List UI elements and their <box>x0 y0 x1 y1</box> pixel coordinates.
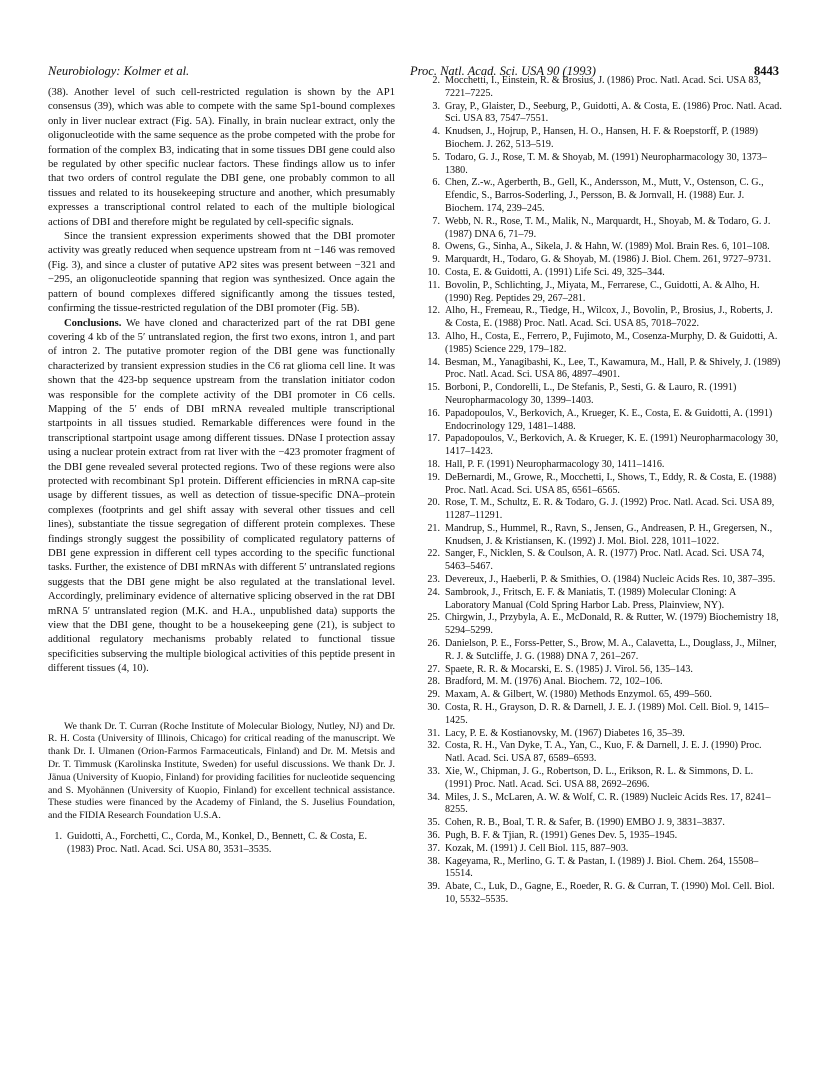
reference-item <box>426 331 782 357</box>
reference-text: Lacy, P. E. & Kostianovsky, M. (1967) Diabetes 16, 35–39. <box>445 727 685 739</box>
reference-number: 26. <box>427 638 440 650</box>
reference-number: 12. <box>427 305 440 317</box>
reference-item <box>426 612 782 638</box>
reference-number: 10. <box>427 266 440 278</box>
reference-number: 2. <box>432 75 440 86</box>
reference-number: 5. <box>432 151 440 163</box>
reference-text: Costa, E. & Guidotti, A. (1991) Life Sci. 49, 325–344. <box>445 266 665 278</box>
reference-text: Chen, Z.-w., Agerberth, B., Gell, K., Andersson, M., Mutt, V., Ostenson, C. G., Efendic, S., Barros-Soderling, J., Persson, B. & Jornvall, H. (1988) Eur. J. Biochem. 174, 239–245. <box>445 177 764 214</box>
reference-number: 11. <box>427 279 440 291</box>
reference-item <box>426 267 782 280</box>
header-journal-citation: Proc. Natl. Acad. Sci. USA 90 (1993) <box>410 64 596 78</box>
reference-item <box>426 459 782 472</box>
reference-item <box>426 830 782 843</box>
reference-number: 27. <box>427 663 440 675</box>
reference-text: Alho, H., Costa, E., Ferrero, P., Fujimoto, M., Cosenza-Murphy, D. & Guidotti, A. (1985) Science 229, 179–182. <box>445 330 778 355</box>
reference-item <box>426 472 782 498</box>
reference-text: Xie, W., Chipman, J. G., Robertson, D. L., Erikson, R. L. & Simmons, D. L. (1991) Proc. Natl. Acad. Sci. USA 88, 2692–2696. <box>445 766 754 790</box>
reference-number: 30. <box>427 702 440 714</box>
reference-text: Bradford, M. M. (1976) Anal. Biochem. 72, 102–106. <box>445 676 663 688</box>
right-column <box>426 75 782 907</box>
reference-text: Marquardt, H., Todaro, G. & Shoyab, M. (1986) J. Biol. Chem. 261, 9727–9731. <box>445 254 772 266</box>
reference-number: 28. <box>427 676 440 688</box>
reference-text: Knudsen, J., Hojrup, P., Hansen, H. O., Hansen, H. F. & Roepstorff, P. (1989) Biochem. J. 262, 513–519. <box>445 126 759 150</box>
reference-item <box>426 881 782 907</box>
reference-item <box>426 241 782 254</box>
reference-item <box>426 587 782 613</box>
reference-list-right <box>426 75 782 907</box>
reference-item <box>426 408 782 434</box>
reference-item <box>426 817 782 830</box>
reference-text: Danielson, P. E., Forss-Petter, S., Brow, M. A., Calavetta, L., Douglass, J., Milner, R. J. & Sutcliffe, J. G. (1988) DNA 7, 261–267. <box>445 638 777 662</box>
reference-text: Bovolin, P., Schlichting, J., Miyata, M., Ferrarese, C., Guidotti, A. & Alho, H. (1990) Reg. Peptides 29, 267–281. <box>445 279 760 304</box>
reference-item <box>426 792 782 818</box>
reference-item <box>426 664 782 677</box>
reference-number: 36. <box>427 830 440 842</box>
reference-item <box>426 702 782 728</box>
reference-item <box>426 305 782 331</box>
reference-number: 38. <box>427 855 440 867</box>
reference-number: 32. <box>427 740 440 752</box>
reference-text: Devereux, J., Haeberli, P. & Smithies, O. (1984) Nucleic Acids Res. 10, 387–395. <box>445 574 776 586</box>
reference-number: 1. <box>54 831 62 843</box>
reference-number: 16. <box>427 407 440 419</box>
reference-number: 9. <box>432 254 440 266</box>
reference-text: Borboni, P., Condorelli, L., De Stefanis, P., Sesti, G. & Lauro, R. (1991) Neuropharmacology 30, 1399–1403. <box>445 382 737 406</box>
reference-text: Kageyama, R., Merlino, G. T. & Pastan, I. (1989) J. Biol. Chem. 264, 15508–15514. <box>445 855 759 880</box>
reference-number: 18. <box>427 458 440 470</box>
reference-item <box>426 497 782 523</box>
reference-item <box>426 126 782 152</box>
reference-item <box>426 548 782 574</box>
reference-text: DeBernardi, M., Growe, R., Mocchetti, I., Shows, T., Eddy, R. & Costa, E. (1988) Proc. Natl. Acad. Sci. USA 85, 6561–6565. <box>445 471 777 496</box>
conclusions-paragraph <box>48 317 395 677</box>
reference-text: Gray, P., Glaister, D., Seeburg, P., Guidotti, A. & Costa, E. (1986) Proc. Natl. Acad. Sci. USA 83, 7547–7551. <box>445 100 782 125</box>
reference-item <box>426 177 782 215</box>
reference-number: 13. <box>427 330 440 342</box>
reference-item <box>426 574 782 587</box>
reference-item <box>426 75 782 101</box>
reference-number: 15. <box>427 382 440 394</box>
reference-text: Costa, R. H., Grayson, D. R. & Darnell, J. E. J. (1989) Mol. Cell. Biol. 9, 1415–1425. <box>445 702 769 726</box>
reference-text: Papadopoulos, V., Berkovich, A. & Krueger, K. E. (1991) Neuropharmacology 30, 1417–1423. <box>445 433 779 458</box>
reference-item <box>426 766 782 792</box>
reference-item <box>426 357 782 383</box>
reference-number: 39. <box>427 881 440 893</box>
reference-number: 3. <box>432 100 440 112</box>
reference-text: Chirgwin, J., Przybyla, A. E., McDonald, R. & Rutter, W. (1979) Biochemistry 18, 5294–5299. <box>445 612 779 637</box>
reference-number: 33. <box>427 766 440 778</box>
reference-item <box>426 638 782 664</box>
reference-item <box>426 843 782 856</box>
reference-text: Besman, M., Yanagibashi, K., Lee, T., Kawamura, M., Hall, P. & Shively, J. (1989) Proc. Natl. Acad. Sci. USA 86, 4897–4901. <box>445 356 781 381</box>
reference-item <box>426 382 782 408</box>
reference-text: Sambrook, J., Fritsch, E. F. & Maniatis, T. (1989) Molecular Cloning: A Laboratory Manual (Cold Spring Harbor Lab. Press, Plainview, NY). <box>445 586 736 611</box>
reference-number: 23. <box>427 574 440 586</box>
reference-text: Mandrup, S., Hummel, R., Ravn, S., Jensen, G., Andreasen, P. H., Gregersen, N., Knudsen, J. & Kristiansen, K. (1992) J. Mol. Biol. 228, 1011–1022. <box>445 522 773 547</box>
reference-text: Miles, J. S., McLaren, A. W. & Wolf, C. R. (1989) Nucleic Acids Res. 17, 8241–8255. <box>445 791 771 816</box>
reference-text: Alho, H., Fremeau, R., Tiedge, H., Wilcox, J., Bovolin, P., Brosius, J., Roberts, J. & Costa, E. (1988) Proc. Natl. Acad. Sci. USA 85, 7018–7022. <box>445 305 773 330</box>
reference-number: 19. <box>427 471 440 483</box>
reference-number: 34. <box>427 791 440 803</box>
reference-item <box>426 152 782 178</box>
reference-number: 4. <box>432 126 440 138</box>
reference-text: Sanger, F., Nicklen, S. & Coulson, A. R. (1977) Proc. Natl. Acad. Sci. USA 74, 5463–5467. <box>445 548 765 573</box>
conclusions-heading: Conclusions. <box>64 317 122 329</box>
reference-list-left <box>48 831 395 857</box>
reference-text: Mocchetti, I., Einstein, R. & Brosius, J. (1986) Proc. Natl. Acad. Sci. USA 83, 7221–7225. <box>445 75 761 99</box>
reference-text: Rose, T. M., Schultz, E. R. & Todaro, G. J. (1992) Proc. Natl. Acad. Sci. USA 89, 11287–11291. <box>445 497 775 522</box>
reference-text: Papadopoulos, V., Berkovich, A., Krueger, K. E., Costa, E. & Guidotti, A. (1991) Endocrinology 129, 1481–1488. <box>445 407 773 432</box>
reference-number: 35. <box>427 817 440 829</box>
reference-number: 6. <box>432 177 440 189</box>
reference-item <box>426 689 782 702</box>
reference-text: Webb, N. R., Rose, T. M., Malik, N., Marquardt, H., Shoyab, M. & Todaro, G. J. (1987) DNA 6, 71–79. <box>445 215 771 240</box>
reference-item <box>426 740 782 766</box>
reference-number: 29. <box>427 689 440 701</box>
reference-text: Cohen, R. B., Boal, T. R. & Safer, B. (1990) EMBO J. 9, 3831–3837. <box>445 817 725 829</box>
left-column <box>48 86 395 857</box>
reference-number: 31. <box>427 727 440 739</box>
reference-item <box>426 280 782 306</box>
header-page-number: 8443 <box>754 64 779 78</box>
body-paragraph-1: (38). Another level of such cell-restricted regulation is shown by the AP1 consensus (39), which was able to compete with the same Sp1-bound complexes only in liver nuclear extract (Fig. 5A). Finally, in brain nuclear extract, only the oligonucleotide with the same sequence as the probe competed with the probe for formation of the complex B3, indicating that in some tissues DBI gene could also be regulated by other specific nuclear factors. These findings allow us to infer that two orders of control regulate the DBI gene, one probably common to all tissues and related to its housekeeping structure and another, which presumably expresses a transcriptional control related to each of the multiple biological actions of DBI and therefore might be regulated by cell-specific signals. <box>48 87 395 228</box>
reference-number: 14. <box>427 356 440 368</box>
reference-text: Pugh, B. F. & Tjian, R. (1991) Genes Dev. 5, 1935–1945. <box>445 830 678 842</box>
reference-number: 20. <box>427 497 440 509</box>
reference-number: 21. <box>427 522 440 534</box>
reference-item <box>426 728 782 741</box>
header-section-authors: Neurobiology: Kolmer et al. <box>48 64 190 78</box>
acknowledgments: We thank Dr. T. Curran (Roche Institute of Molecular Biology, Nutley, NJ) and Dr. R. H. Costa (University of Illinois, Chicago) for critical reading of the manuscript. We thank Dr. I. Ulmanen (Orion-Farmos Farmaceuticals, Finland) and Dr. M. Metsis and Dr. T. Timmusk (Karolinska Institute, Sweden) for useful discussions. We thank Dr. J. Jänua (University of Kuopio, Finland) for providing facilities for nucleotide sequencing and S. Myohännen (University of Kuopio, Finland) for excellent technical assistance. These studies were financed by the Academy of Finland, the S. Juselius Foundation, and the FIDIA Research Foundation U.S.A. <box>48 720 395 822</box>
reference-text: Guidotti, A., Forchetti, C., Corda, M., Konkel, D., Bennett, C. & Costa, E. (1983) Proc. Natl. Acad. Sci. USA 80, 3531–3535. <box>67 831 367 855</box>
reference-text: Costa, R. H., Van Dyke, T. A., Yan, C., Kuo, F. & Darnell, J. E. J. (1990) Proc. Natl. Acad. Sci. USA 87, 6589–6593. <box>445 740 762 765</box>
reference-item <box>48 831 395 857</box>
reference-text: Maxam, A. & Gilbert, W. (1980) Methods Enzymol. 65, 499–560. <box>445 689 712 701</box>
reference-text: Kozak, M. (1991) J. Cell Biol. 115, 887–903. <box>445 842 629 854</box>
reference-text: Hall, P. F. (1991) Neuropharmacology 30, 1411–1416. <box>445 458 665 470</box>
reference-number: 7. <box>432 215 440 227</box>
reference-number: 17. <box>427 433 440 445</box>
reference-item <box>426 254 782 267</box>
reference-item <box>426 523 782 549</box>
reference-number: 37. <box>427 842 440 854</box>
reference-number: 25. <box>427 612 440 624</box>
reference-item <box>426 216 782 242</box>
reference-text: Spaete, R. R. & Mocarski, E. S. (1985) J. Virol. 56, 135–143. <box>445 663 693 675</box>
reference-item <box>426 856 782 882</box>
reference-number: 24. <box>427 586 440 598</box>
reference-item <box>426 101 782 127</box>
reference-item <box>426 433 782 459</box>
reference-text: Todaro, G. J., Rose, T. M. & Shoyab, M. (1991) Neuropharmacology 30, 1373–1380. <box>445 151 767 176</box>
reference-text: Owens, G., Sinha, A., Sikela, J. & Hahn, W. (1989) Mol. Brain Res. 6, 101–108. <box>445 241 770 253</box>
conclusions-text: We have cloned and characterized part of the rat DBI gene covering 4 kb of the 5′ untranslated region, the first two exons, intron 1, and part of intron 2. The putative promoter region of the DBI gene was functionally characterized by transient expression studies in the C6 rat glioma cell line. It was shown that the 423-bp sequence upstream from the translation initiator codon was responsible for the complete activity of the DBI promoter in C6 cells. Mapping of the 5′ ends of DBI mRNA revealed multiple transcriptional startpoints in all tissues studied. Remarkable differences were found in the transcriptional startpoint usage among different tissues. DNase I protection assay using a nuclear protein extract from rat liver with the −423 promoter fragment of the DBI gene revealed several protected regions. Two of these regions were also protected with recombinant Sp1 protein. Different efficiencies in mRNA cap-site usage by different tissues, as well as detection of tissue-specific DNA–protein complexes (footprints and gel shift assay with several other tissues and cell lines), substantiate the tissue segregation of different protein complexes. These findings strongly suggest the possibility of complicated regulatory patterns of DBI gene expression in different cell types according to the specific functional tasks. Further, the existence of DBI mRNAs with different 5′ untranslated regions suggests that the DBI gene might be also regulated at the translational level. Accordingly, preliminary evidence of alternative splicing observed in the rat DBI mRNA 5′ untranslated region (M.K. and H.A., unpublished data) supports the view that the DBI gene, thought to be a housekeeping gene (21), is subject to additional regulatory mechanisms probably related to functional tissue specificities subserving the multiple biological activities of this peptide present in different tissues (4, 10). <box>48 317 395 675</box>
body-paragraph-2: Since the transient expression experiments showed that the DBI promoter activity was greatly reduced when sequence upstream from nt −146 was removed (Fig. 3), and since a cluster of putative AP2 sites was present between −321 and −295, an oligonucleotide spanning that region was synthesized. Once again the pattern of bound complexes differed significantly among the tissues tested, confirming the tissue-restricted regulation of the DBI promoter (Fig. 5B). <box>48 231 395 315</box>
reference-number: 8. <box>432 241 440 253</box>
reference-text: Abate, C., Luk, D., Gagne, E., Roeder, R. G. & Curran, T. (1990) Mol. Cell. Biol. 10, 5532–5535. <box>445 881 775 905</box>
reference-item <box>426 676 782 689</box>
reference-number: 22. <box>427 548 440 560</box>
